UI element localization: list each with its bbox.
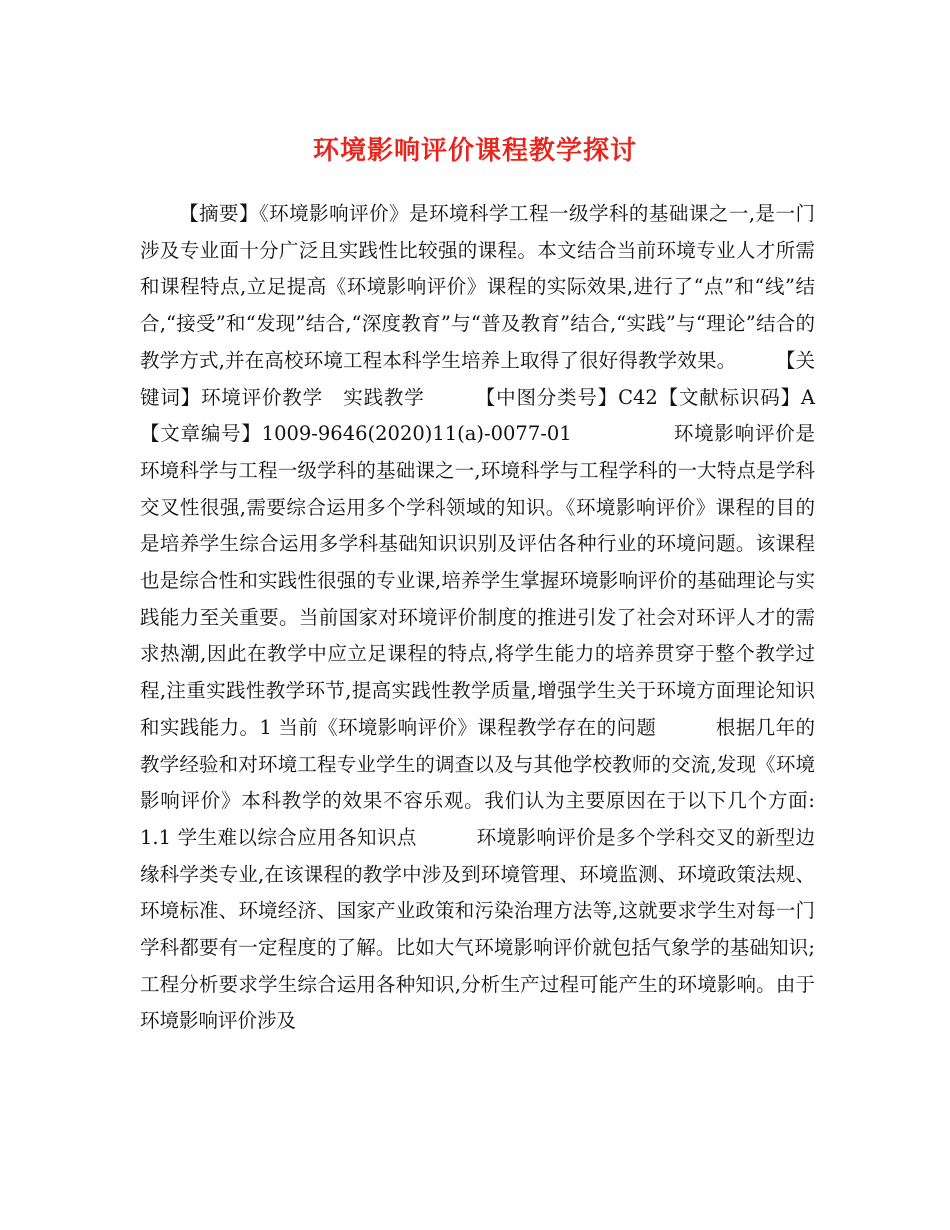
document-title: 环境影响评价课程教学探讨: [312, 136, 637, 166]
document-body: 【摘要】《环境影响评价》是环境科学工程一级学科的基础课之一,是一门涉及专业面十分广泛且实践性比较强的课程。本文结合当前环境专业人才所需和课程特点,立足提高《环境影响评价》课程的实际效果,进行了“点”和“线”结合,“接受”和“发现”结合,“深度教育”与“普及教育”结合,“实践”与“理论”结合的教学方式,并在高校环境工程本科学生培养上取得了很好得教学效果。 【关键词】环境评价教学 实践教学 【中图分类号】C42【文献标识码】A【文章编号】1009-9646(2020)11(a)-0077-01 环境影响评价是环境科学与工程一级学科的基础课之一,环境科学与工程学科的一大特点是学科交叉性很强,需要综合运用多个学科领域的知识。《环境影响评价》课程的目的是培养学生综合运用多学科基础知识识别及评估各种行业的环境问题。该课程也是综合性和实践性很强的专业课,培养学生掌握环境影响评价的基础理论与实践能力至关重要。当前国家对环境评价制度的推进引发了社会对环评人才的需求热潮,因此在教学中应立足课程的特点,将学生能力的培养贯穿于整个教学过程,注重实践性教学环节,提高实践性教学质量,增强学生关于环境方面理论知识和实践能力。1 当前《环境影响评价》课程教学存在的问题 根据几年的教学经验和对环境工程专业学生的调查以及与其他学校教师的交流,发现《环境影响评价》本科教学的效果不容乐观。我们认为主要原因在于以下几个方面: 1.1 学生难以综合应用各知识点 环境影响评价是多个学科交叉的新型边缘科学类专业,在该课程的教学中涉及到环境管理、环境监测、环境政策法规、环境标准、环境经济、国家产业政策和污染治理方法等,这就要求学生对每一门学科都要有一定程度的了解。比如大气环境影响评价就包括气象学的基础知识;工程分析要求学生综合运用各种知识,分析生产过程可能产生的环境影响。由于环境影响评价涉及: [140, 202, 874, 1033]
